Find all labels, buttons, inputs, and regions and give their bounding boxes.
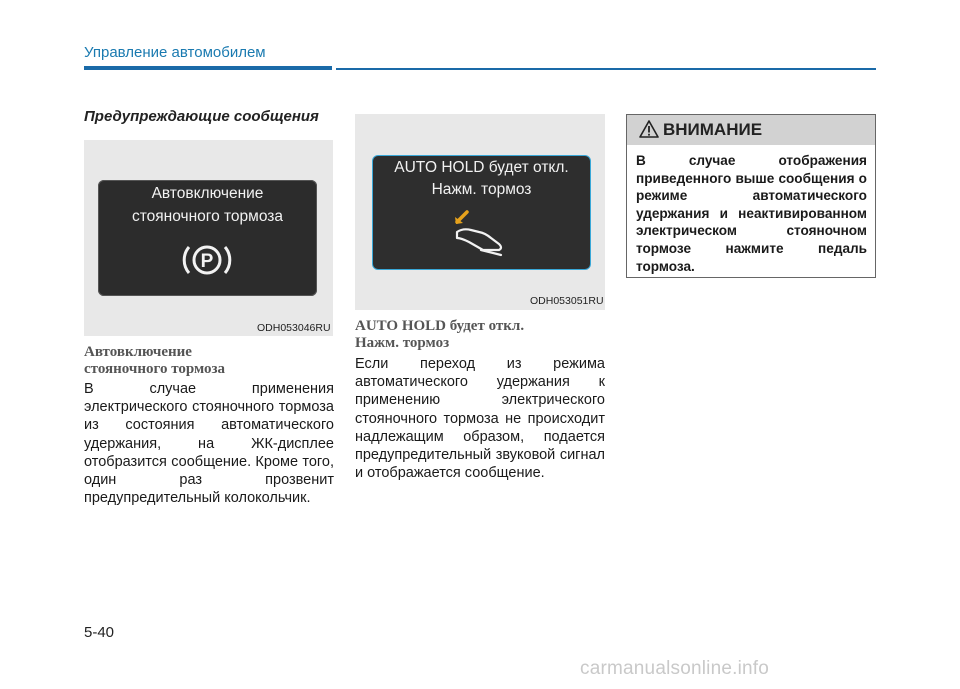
figure-code: ODH053046RU [257, 322, 331, 334]
section1-body: В случае применения электрического стояночного тормоза из состояния автоматического удержания, на ЖК-дисплее отобразится сообщение. Кроме того, один раз прозвенит предупредительный колокольчик. [84, 381, 334, 507]
section1-heading-line1: Автовключение [84, 344, 192, 360]
section1-heading [84, 344, 334, 378]
lcd-line-2: стояночного тормоза [131, 208, 284, 225]
warning-messages-heading: Предупреждающие сообщения [84, 108, 319, 125]
parking-brake-icon [181, 240, 233, 280]
header-rule-thin [336, 68, 876, 70]
lcd-line-2: Нажм. тормоз [431, 181, 532, 198]
lcd-line-1: AUTO HOLD будет откл. [394, 159, 569, 176]
section2-heading-line2: Нажм. тормоз [355, 335, 450, 351]
lcd-line-1: Автовключение [151, 185, 264, 202]
header-rule-bold [84, 66, 332, 70]
section2-body: Если переход из режима автоматического удержания к применению электрического стояночного тормоза не происходит надлежащим образом, подается предупредительный звуковой сигнал и отображается сообщение. [355, 356, 605, 482]
lcd-screen-auto-hold [372, 155, 591, 270]
svg-text:P: P [200, 251, 214, 272]
lcd-screen-parking-brake [98, 180, 317, 296]
watermark: carmanualsonline.info [580, 658, 770, 679]
page-number: 5-40 [84, 624, 115, 641]
caution-box [626, 114, 876, 278]
section-title: Управление автомобилем [84, 44, 266, 61]
caution-header [627, 115, 875, 145]
section2-heading-line1: AUTO HOLD будет откл. [355, 318, 525, 334]
caution-title: ВНИМАНИЕ [663, 120, 763, 139]
section2-heading [355, 318, 605, 352]
figure-code: ODH053051RU [530, 295, 604, 307]
section1-heading-line2: стояночного тормоза [84, 361, 226, 377]
caution-body: В случае отображения приведенного выше сообщения о режиме автоматического удержания и неактивированном электрическом стояночном тормозе нажмите педаль тормоза. [636, 153, 867, 274]
brake-pedal-icon [451, 208, 513, 258]
warning-triangle-icon [639, 120, 659, 138]
